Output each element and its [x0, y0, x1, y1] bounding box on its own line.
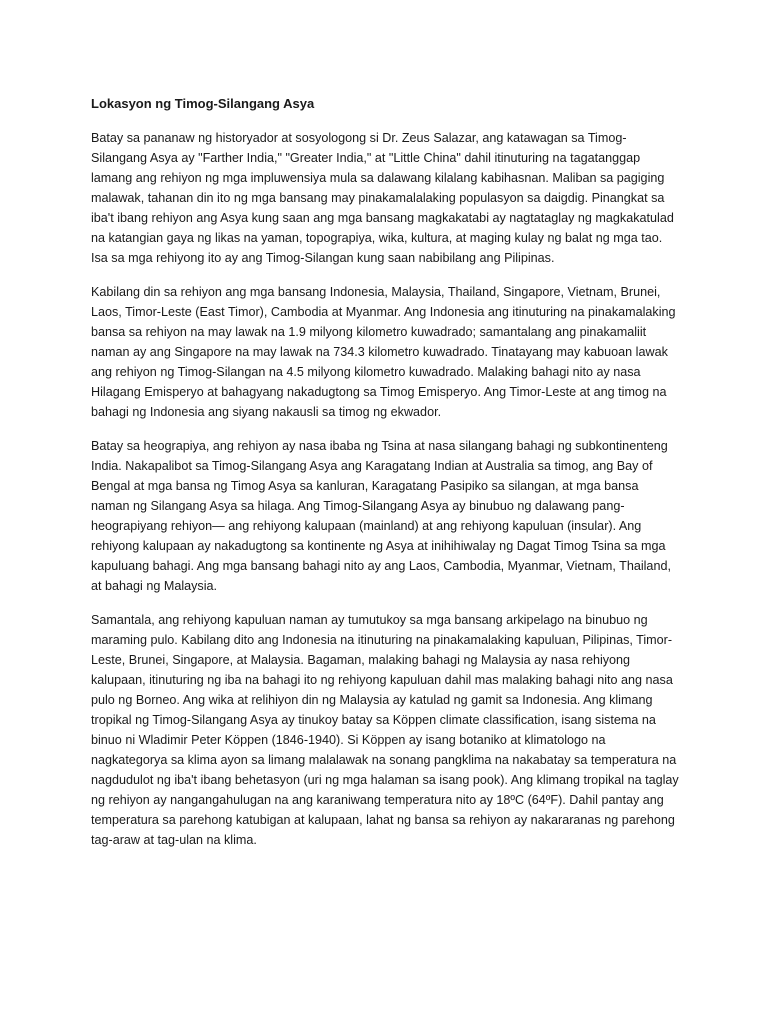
paragraph-1: Batay sa pananaw ng historyador at sosyologong si Dr. Zeus Salazar, ang katawagan sa Timog-Silangang Asya ay "Farther India," "Greater India," at "Little China" dahil itinuturing na tagatanggap lamang ang rehiyon ng mga impluwensiya mula sa dalawang kilalang kabihasnan. Maliban sa pagiging malawak, tahanan din ito ng mga bansang may pinakamalalaking populasyon sa daigdig. Pinangkat sa iba't ibang rehiyon ang Asya kung saan ang mga bansang magkakatabi ay nagtataglay ng magkakatulad na katangian gaya ng likas na yaman, topograpiya, wika, kultura, at maging kulay ng balat ng mga tao. Isa sa mga rehiyong ito ay ang Timog-Silangan kung saan nabibilang ang Pilipinas. — [91, 131, 674, 265]
paragraph-3: Batay sa heograpiya, ang rehiyon ay nasa ibaba ng Tsina at nasa silangang bahagi ng subkontinenteng India. Nakapalibot sa Timog-Silangang Asya ang Karagatang Indian at Australia sa timog, ang Bay of Bengal at mga bansa ng Timog Asya sa kanluran, Karagatang Pasipiko sa silangan, at mga bansa naman ng Silangang Asya sa hilaga. Ang Timog-Silangang Asya ay binubuo ng dalawang pang-heograpiyang rehiyon— ang rehiyong kalupaan (mainland) at ang rehiyong kapuluan (insular). Ang rehiyong kalupaan ay nakadugtong sa kontinente ng Asya at inihihiwalay ng Dagat Timog Tsina sa mga kapuluang bahagi. Ang mga bansang bahagi nito ay ang Laos, Cambodia, Myanmar, Vietnam, Thailand, at bahagi ng Malaysia. — [91, 439, 671, 593]
paragraph-2: Kabilang din sa rehiyon ang mga bansang Indonesia, Malaysia, Thailand, Singapore, Vietnam, Brunei, Laos, Timor-Leste (East Timor), Cambodia at Myanmar. Ang Indonesia ang itinuturing na pinakamalaking bansa sa rehiyon na may lawak na 1.9 milyong kilometro kuwadrado; samantalang ang pinakamaliit naman ay ang Singapore na may lawak na 734.3 kilometro kuwadrado. Tinatayang may kabuoan lawak ang rehiyon ng Timog-Silangan na 4.5 milyong kilometro kuwadrado. Malaking bahagi nito ay nasa Hilagang Emisperyo at bahagyang nakadugtong sa Timog Emisperyo. Ang Timor-Leste at ang timog na bahagi ng Indonesia ang siyang nakausli sa timog ng ekwador. — [91, 285, 676, 419]
paragraph-4: Samantala, ang rehiyong kapuluan naman ay tumutukoy sa mga bansang arkipelago na binubuo ng maraming pulo. Kabilang dito ang Indonesia na itinuturing na pinakamalaking kapuluan, Pilipinas, Timor-Leste, Brunei, Singapore, at Malaysia. Bagaman, malaking bahagi ng Malaysia ay nasa rehiyong kalupaan, itinuturing ng iba na bahagi ito ng rehiyong kapuluan dahil mas malaking bahagi nito ang nasa pulo ng Borneo. Ang wika at relihiyon din ng Malaysia ay katulad ng gamit sa Indonesia. Ang klimang tropikal ng Timog-Silangang Asya ay tinukoy batay sa Köppen climate classification, isang sistema na binuo ni Wladimir Peter Köppen (1846-1940). Si Köppen ay isang botaniko at klimatologo na nagkategorya sa klima ayon sa limang malalawak na sonang pangklima na nakabatay sa temperatura na nagdudulot ng iba't ibang behetasyon (uri ng mga halaman sa isang pook). Ang klimang tropikal na taglay ng rehiyon ay nangangahulugan na ang karaniwang temperatura nito ay 18ºC (64ºF). Dahil pantay ang temperatura sa parehong katubigan at kalupaan, lahat ng bansa sa rehiyon ay nakararanas ng parehong tag-araw at tag-ulan na klima. — [91, 613, 679, 847]
document-body — [91, 94, 679, 864]
document-title: Lokasyon ng Timog-Silangang Asya — [91, 96, 315, 111]
